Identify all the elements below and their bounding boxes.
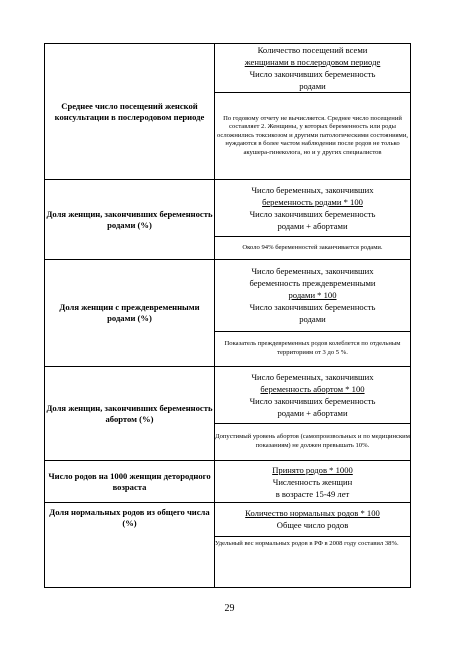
indicator-name: Среднее число посещений женской консультации в послеродовом периоде <box>45 44 215 180</box>
indicator-name: Доля женщин с преждевременными родами (%) <box>45 260 215 367</box>
indicator-name: Число родов на 1000 женщин детородного возраста <box>45 461 215 503</box>
indicator-name: Доля нормальных родов из общего числа (%) <box>45 503 215 588</box>
indicator-formula: Принято родов * 1000 Численность женщин в возрасте 15-49 лет <box>215 461 411 503</box>
indicator-formula: Число беременных, закончивших беременность абортом * 100 Число закончивших беременность родами + абортами <box>215 367 411 424</box>
indicator-note: Удельный вес нормальных родов в РФ в 2008 году составил 38%. <box>215 536 411 587</box>
indicator-note: Показатель преждевременных родов колеблется по отдельным территориям от 3 до 5 %. <box>215 331 411 366</box>
indicator-note: По годовому отчету не вычисляется. Среднее число посещений составляет 2. Женщины, у которых беременность или роды осложнились токсикозом и другими патологическими состояниями, нуждаются в более частом наблюдении после родов не только акушера-гинеколога, но и у других специалистов <box>215 93 411 180</box>
indicator-formula: Число беременных, закончивших беременность преждевременными родами * 100 Число закончивших беременность родами <box>215 260 411 332</box>
indicator-note: Допустимый уровень абортов (самопроизвольных и по медицинским показаниям) не должен превышать 10%. <box>215 423 411 460</box>
page-number: 29 <box>224 603 235 614</box>
indicator-formula: Число беременных, закончивших беременность родами * 100 Число закончивших беременность родами + абортами <box>215 180 411 237</box>
indicator-formula: Количество нормальных родов * 100 Общее число родов <box>215 503 411 537</box>
indicators-table <box>44 43 411 588</box>
indicator-name: Доля женщин, закончивших беременность родами (%) <box>45 180 215 260</box>
indicator-note: Около 94% беременностей заканчивается родами. <box>215 236 411 259</box>
indicator-name: Доля женщин, закончивших беременность абортом (%) <box>45 367 215 461</box>
indicator-formula: Количество посещений всеми женщинами в послеродовом периоде Число закончивших беременность родами <box>215 44 411 93</box>
